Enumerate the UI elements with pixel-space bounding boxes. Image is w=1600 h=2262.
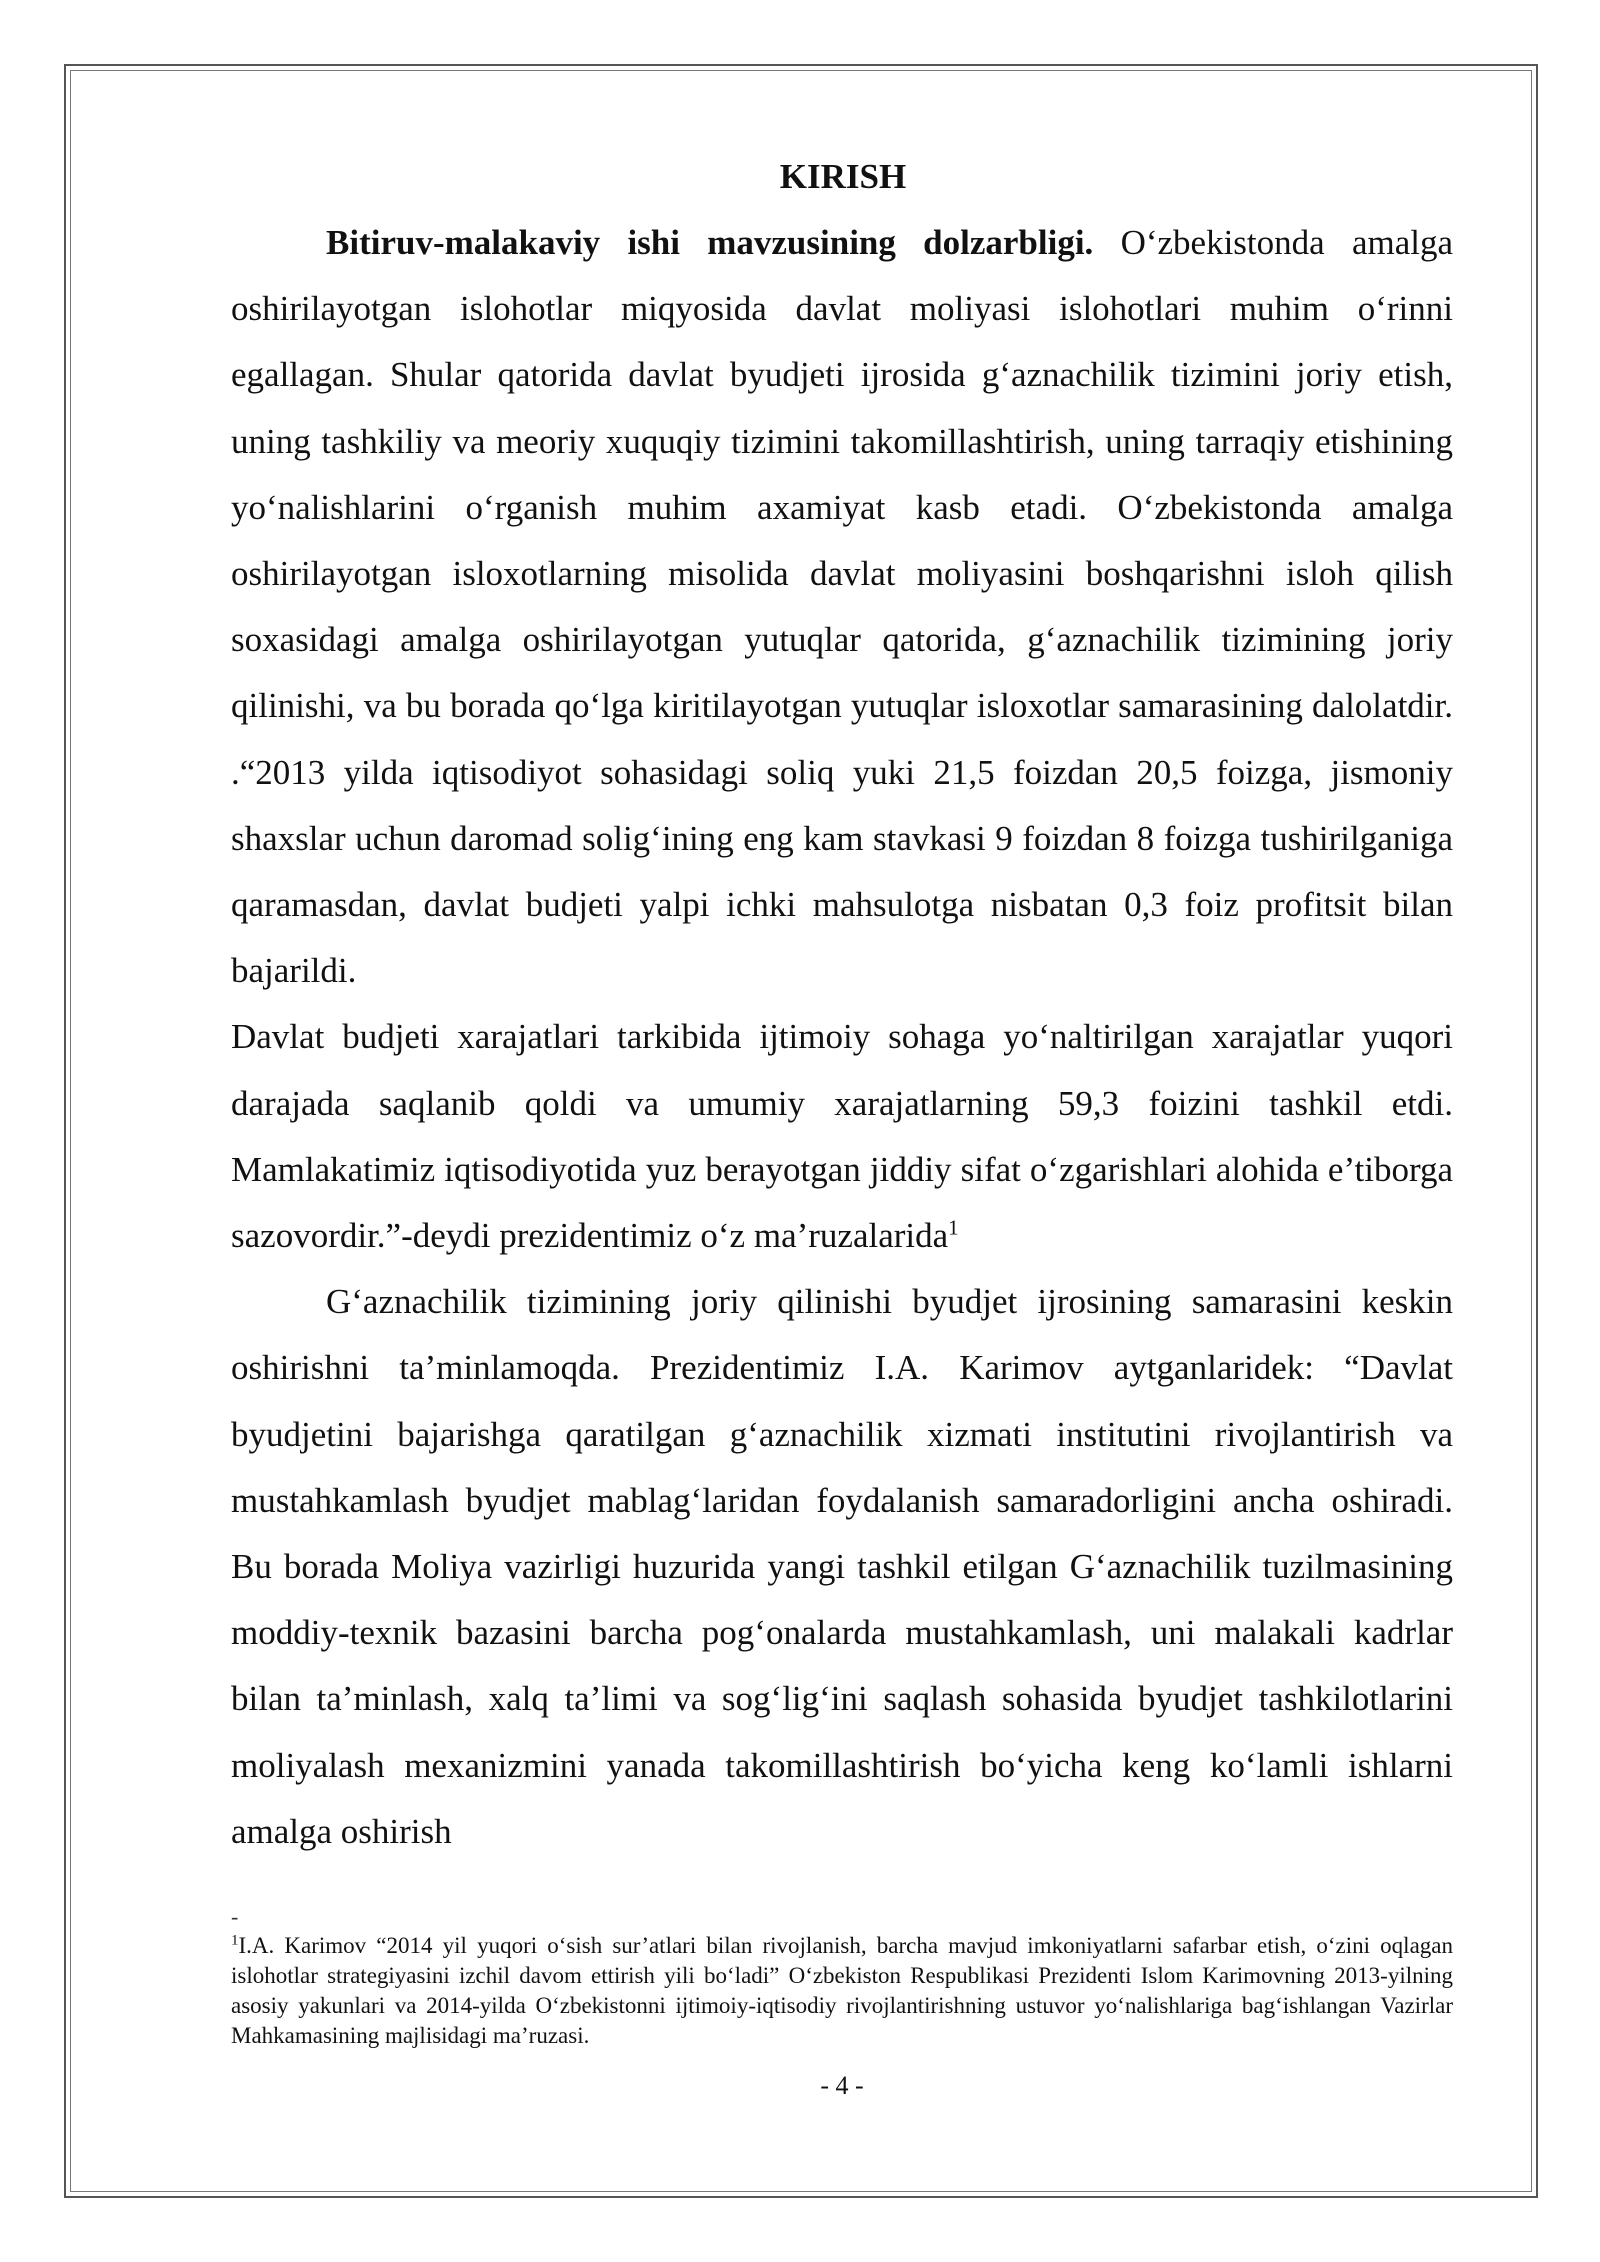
paragraph-budget-expenses xyxy=(231,1004,1453,1269)
footnote xyxy=(231,1931,1453,2051)
page-number: - 4 - xyxy=(820,2071,864,2101)
paragraph-relevance xyxy=(231,210,1453,1004)
footnote-separator: - xyxy=(231,1904,239,1930)
paragraph-body: G‘aznachilik tizimining joriy qilinishi byudjet ijrosining samarasini keskin oshirishni ta’minlamoqda. Prezidentimiz I.A. Karimov aytganlaridek: “Davlat byudjetini bajarishga qaratilgan g‘aznachilik xizmati institutini rivojlantirish va mustahkamlash byudjet mablag‘laridan foydalanish samaradorligini ancha oshiradi. Bu borada Moliya vazirligi huzurida yangi tashkil etilgan G‘aznachilik tuzilmasining moddiy-texnik bazasini barcha pog‘onalarda mustahkamlash, uni malakali kadrlar bilan ta’minlash, xalq ta’limi va sog‘lig‘ini saqlash sohasida byudjet tashkilotlarini moliyalash mexanizmini yanada takomillashtirish bo‘yicha keng ko‘lamli ishlarni amalga oshirish xyxy=(231,1282,1453,1851)
paragraph-lead: Bitiruv-malakaviy ishi mavzusining dolzarbligi. xyxy=(326,223,1094,262)
page-content xyxy=(231,150,1453,2103)
paragraph-treasury xyxy=(231,1269,1453,1865)
footnote-number: 1 xyxy=(231,1932,239,1949)
paragraph-body: O‘zbekistonda amalga oshirilayotgan islohotlar miqyosida davlat moliyasi islohotlari muhim o‘rinni egallagan. Shular qatorida davlat byudjeti ijrosida g‘aznachilik tizimini joriy etish, uning tashkiliy va meoriy xuquqiy tizimini takomillashtirish, uning tarraqiy etishining yo‘nalishlarini o‘rganish muhim axamiyat kasb etadi. O‘zbekistonda amalga oshirilayotgan isloxotlarning misolida davlat moliyasini boshqarishni isloh qilish soxasidagi amalga oshirilayotgan yutuqlar qatorida, g‘aznachilik tizimining joriy qilinishi, va bu borada qo‘lga kiritilayotgan yutuqlar isloxotlar samarasining dalolatdir. .“2013 yilda iqtisodiyot sohasidagi soliq yuki 21,5 foizdan 20,5 foizga, jismoniy shaxslar uchun daromad solig‘ining eng kam stavkasi 9 foizdan 8 foizga tushirilganiga qaramasdan, davlat budjeti yalpi ichki mahsulotga nisbatan 0,3 foiz profitsit bilan bajarildi. xyxy=(231,223,1453,991)
footnote-text: I.A. Karimov “2014 yil yuqori o‘sish sur’atlari bilan rivojlanish, barcha mavjud imkoniyatlarni safarbar etish, o‘zini oqlagan islohotlar strategiyasini izchil davom ettirish yili bo‘ladi” O‘zbekiston Respublikasi Prezidenti Islom Karimovning 2013-yilning asosiy yakunlari va 2014-yilda O‘zbekistonni ijtimoiy-iqtisodiy rivojlantirishning ustuvor yo‘nalishlariga bag‘ishlangan Vazirlar Mahkamasining majlisidagi ma’ruzasi. xyxy=(231,1933,1453,2049)
paragraph-body: Davlat budjeti xarajatlari tarkibida ijtimoiy sohaga yo‘naltirilgan xarajatlar yuqori darajada saqlanib qoldi va umumiy xarajatlarning 59,3 foizini tashkil etdi. Mamlakatimiz iqtisodiyotida yuz berayotgan jiddiy sifat o‘zgarishlari alohida e’tiborga sazovordir.”-deydi prezidentimiz o‘z ma’ruzalarida xyxy=(231,1017,1453,1256)
section-heading: KIRISH xyxy=(779,157,907,196)
footnote-reference[interactable]: 1 xyxy=(948,1215,959,1240)
